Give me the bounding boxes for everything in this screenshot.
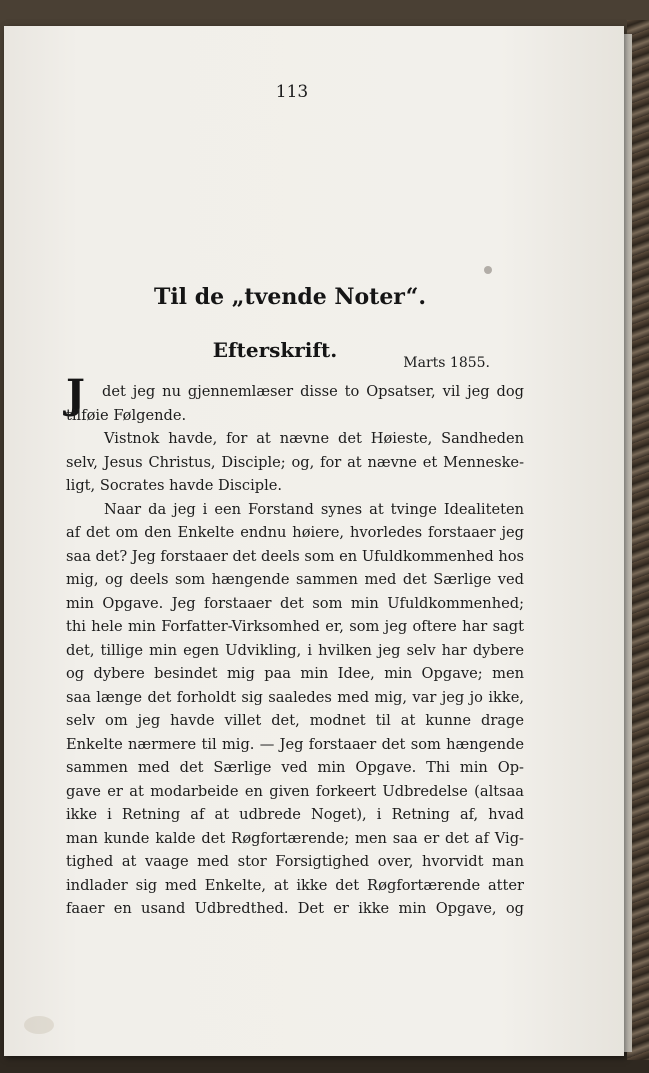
text-line: saa længe det forholdt sig saaledes med mig, var jeg jo ikke, — [66, 688, 524, 706]
text-line: tilføie Følgende. — [66, 406, 187, 424]
text-line: ikke i Retning af at udbrede Noget), i Retning af, hvad — [66, 806, 524, 823]
paper-stain — [484, 266, 492, 274]
text-line: Enkelte nærmere til mig. — Jeg forstaaer det som hængende — [66, 735, 524, 753]
text-line: saa det? Jeg forstaaer det deels som en Ufuldkommenhed hos — [66, 547, 524, 565]
text-line: Vistnok havde, for at nævne det Høieste, Sandheden — [104, 430, 524, 447]
drop-capital: J — [66, 371, 85, 418]
text-line: Naar da jeg i een Forstand synes at tvinge Idealiteten — [104, 500, 524, 518]
text-line: sammen med det Særlige ved min Opgave. Thi min Op- — [66, 759, 524, 776]
text-line: man kunde kalde det Røgfortærende; men saa er det af Vig- — [66, 829, 524, 847]
text-line: selv, Jesus Christus, Disciple; og, for at nævne et Menneske- — [66, 453, 524, 471]
text-line: det, tillige min egen Udvikling, i hvilken jeg selv har dybere — [66, 641, 524, 659]
text-line: tighed at vaage med stor Forsigtighed over, hvorvidt man — [66, 853, 524, 870]
text-line: af det om den Enkelte endnu høiere, hvorledes forstaaer jeg — [66, 524, 524, 541]
text-line: det jeg nu gjennemlæser disse to Opsatser, vil jeg dog — [102, 383, 524, 400]
body-text — [66, 380, 524, 921]
section-title: Til de „tvende Noter“. — [153, 284, 427, 310]
text-line: indlader sig med Enkelte, at ikke det Røgfortærende atter — [66, 876, 524, 894]
text-line: gave er at modarbeide en given forkeert Udbredelse (altsaa — [66, 782, 524, 800]
text-line: og dybere besindet mig paa min Idee, min Opgave; men — [66, 665, 524, 682]
text-line: thi hele min Forfatter-Virksomhed er, som jeg oftere har sagt — [66, 618, 524, 635]
text-line: mig, og deels som hængende sammen med det Særlige ved — [66, 571, 524, 588]
text-line: min Opgave. Jeg forstaaer det som min Ufuldkommenhed; — [66, 594, 524, 612]
paper-stain — [24, 1016, 54, 1034]
text-line: ligt, Socrates havde Disciple. — [66, 477, 283, 494]
text-line: selv om jeg havde villet det, modnet til at kunne drage — [66, 712, 524, 729]
date-line: Marts 1855. — [403, 355, 490, 371]
section-subtitle: Efterskrift. — [212, 338, 338, 362]
page-number: 113 — [275, 82, 309, 102]
text-line: faaer en usand Udbredthed. Det er ikke min Opgave, og — [66, 900, 524, 917]
